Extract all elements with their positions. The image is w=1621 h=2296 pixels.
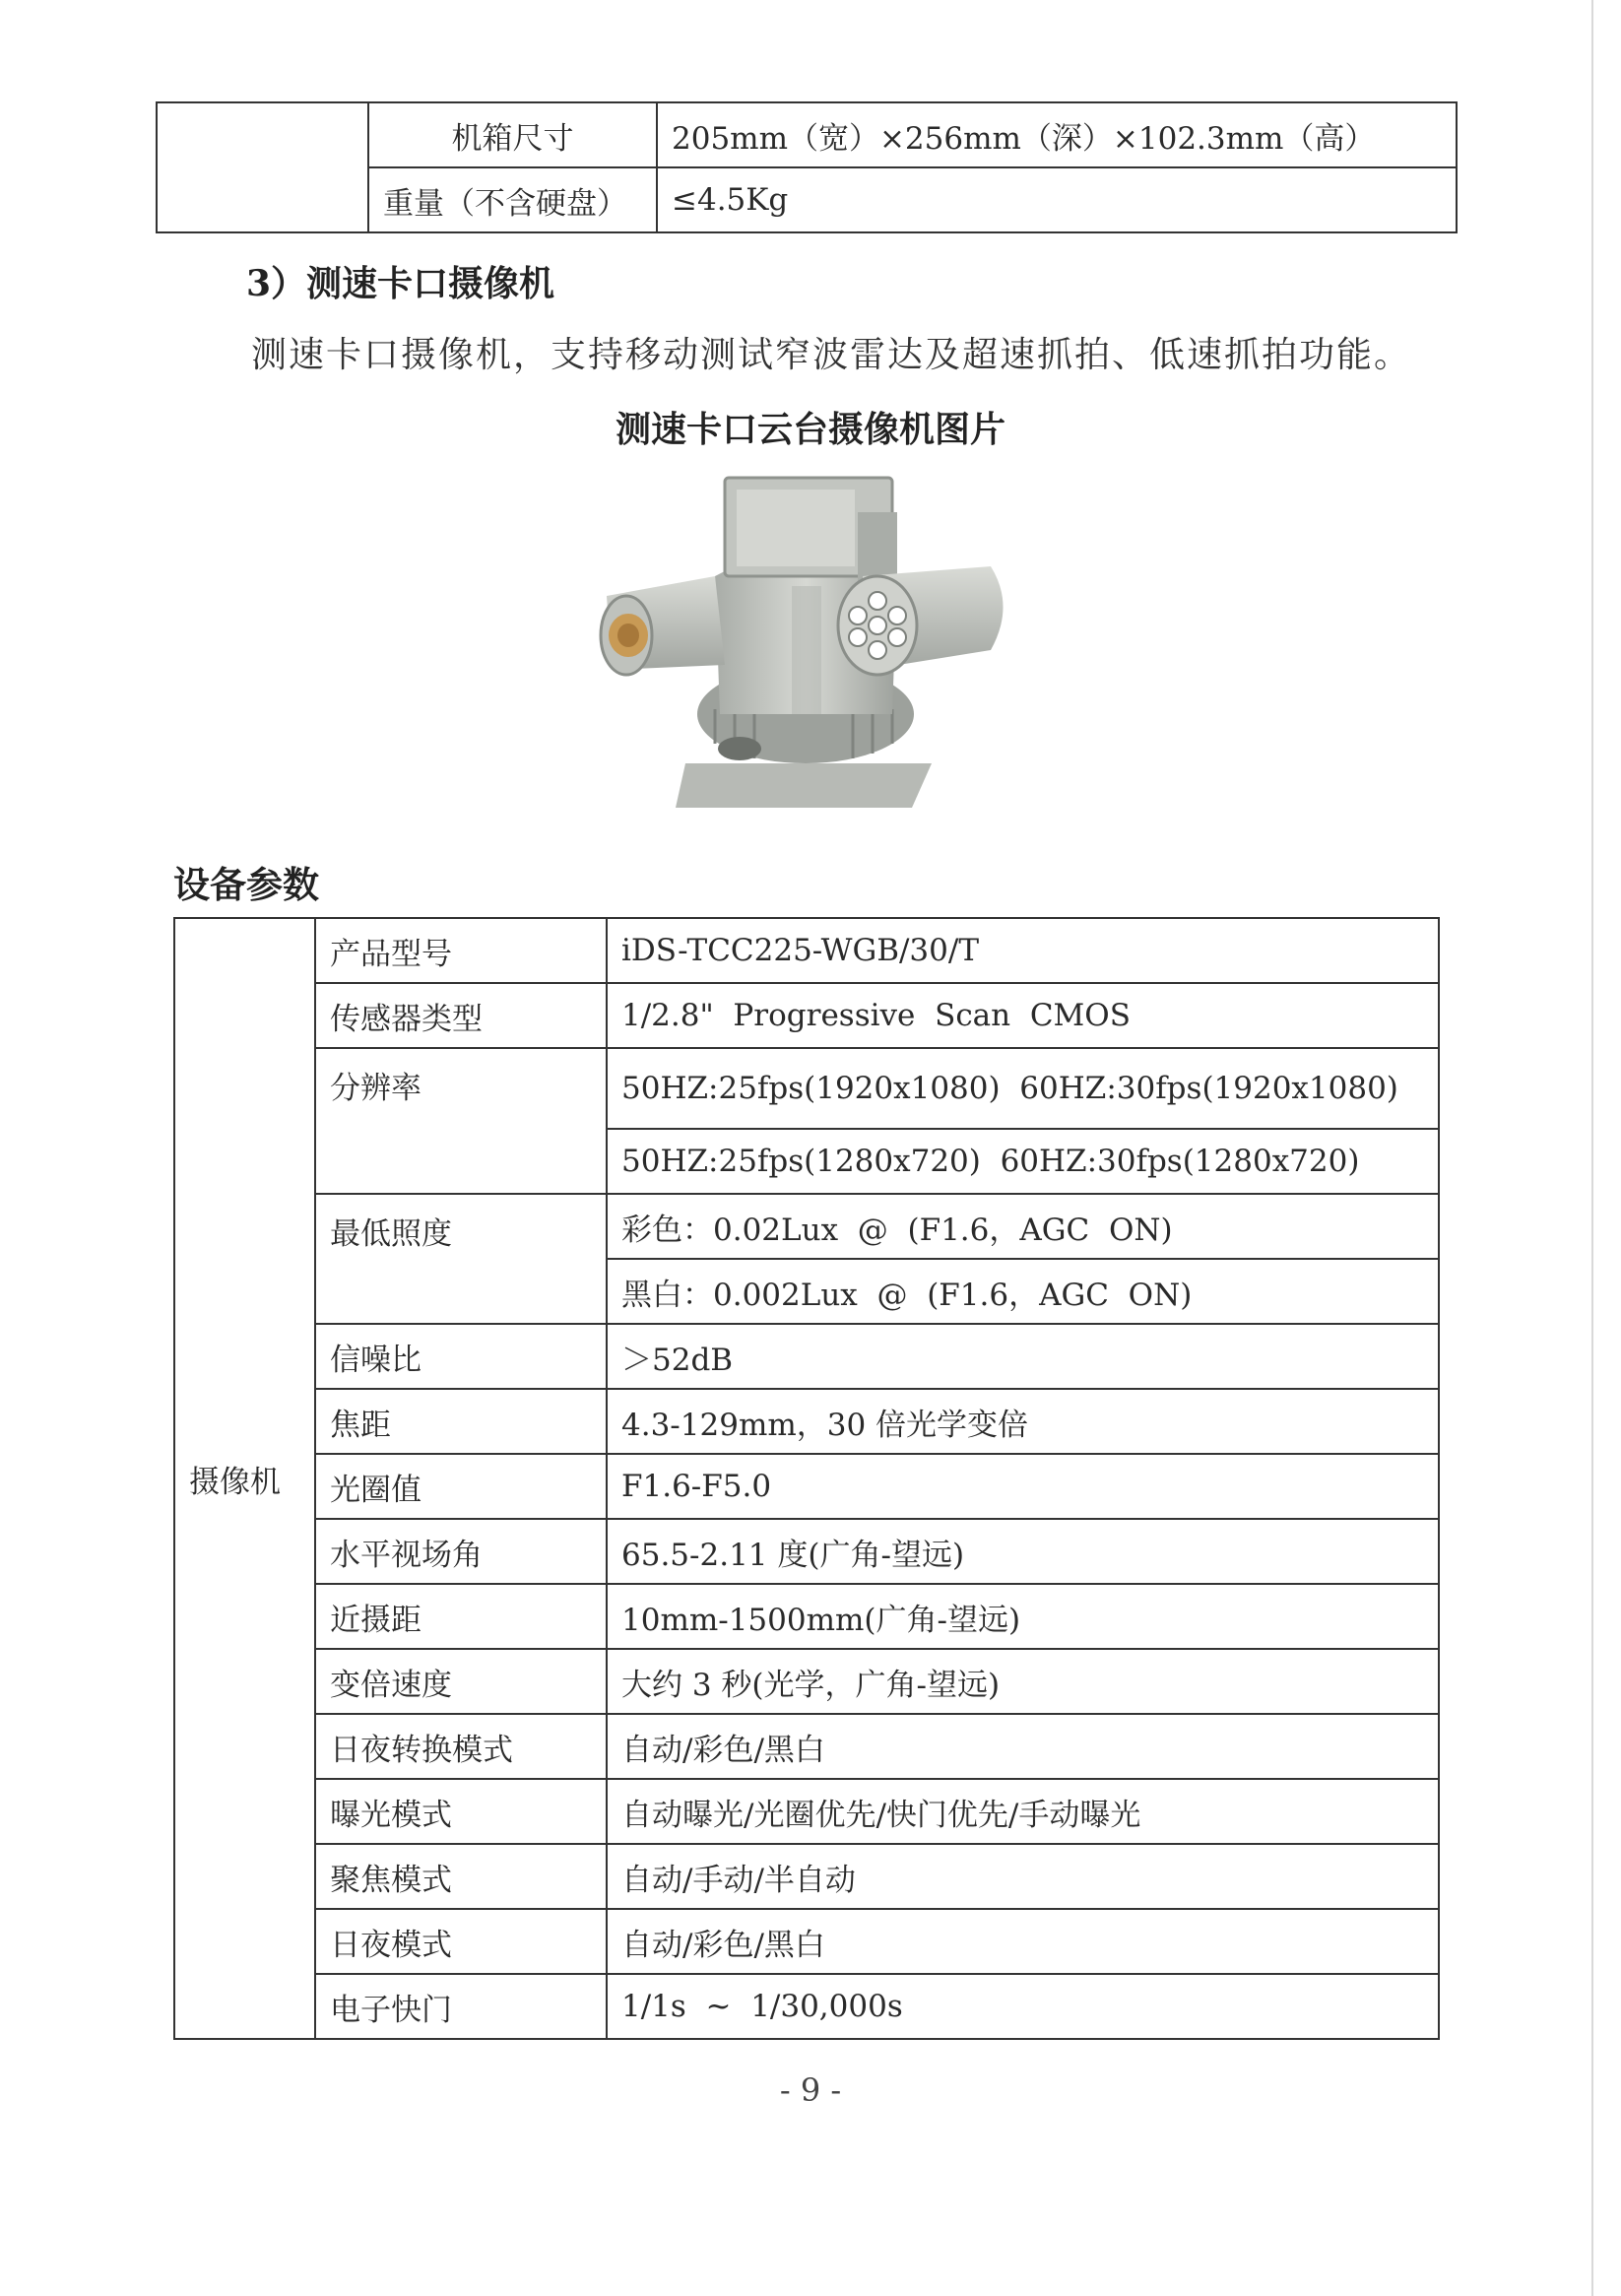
param-label: 近摄距 [315,1584,607,1649]
table-row [174,1649,1439,1714]
param-value: 1/2.8" Progressive Scan CMOS [607,983,1439,1048]
page-number: - 9 - [779,2071,842,2109]
param-label: 光圈值 [315,1454,607,1519]
spec-value: 205mm（宽）×256mm（深）×102.3mm（高） [657,102,1457,167]
spec-value: ≤4.5Kg [657,167,1457,232]
param-value: 彩色：0.02Lux @ (F1.6，AGC ON) [607,1194,1439,1259]
spec-label: 机箱尺寸 [368,102,657,167]
params-heading: 设备参数 [173,863,319,906]
table-row [174,1714,1439,1779]
connector-port [718,737,761,760]
table-row [157,102,1457,167]
camera-params-table [173,917,1440,2040]
param-label: 日夜模式 [315,1909,607,1974]
param-label: 产品型号 [315,918,607,983]
scan-edge-line [1591,0,1593,2296]
group-label: 摄像机 [174,918,315,2039]
param-value: 50HZ:25fps(1280x720) 60HZ:30fps(1280x720) [607,1129,1439,1194]
table-row [174,1389,1439,1454]
table-row [174,1048,1439,1129]
param-value: 10mm-1500mm(广角-望远) [607,1584,1439,1649]
param-label: 传感器类型 [315,983,607,1048]
table-row [174,1974,1439,2039]
section-title: 3）测速卡口摄像机 [246,263,555,304]
param-value: 自动/彩色/黑白 [607,1714,1439,1779]
param-value: 自动/彩色/黑白 [607,1909,1439,1974]
camera-photo [597,468,1020,813]
empty-group-cell [157,102,368,232]
intro-paragraph: 测速卡口摄像机，支持移动测试窄波雷达及超速抓拍、低速抓拍功能。 [251,335,1412,375]
param-label: 聚焦模式 [315,1844,607,1909]
base-plate [676,763,932,808]
spec-label: 重量（不含硬盘） [368,167,657,232]
param-value: 大约 3 秒(光学，广角-望远) [607,1649,1439,1714]
image-caption: 测速卡口云台摄像机图片 [615,409,1005,450]
param-value: 4.3-129mm，30 倍光学变倍 [607,1389,1439,1454]
table-row [174,1844,1439,1909]
top-spec-table [156,101,1458,233]
param-label: 电子快门 [315,1974,607,2039]
table-row [174,1519,1439,1584]
table-row [174,1194,1439,1259]
param-label: 分辨率 [315,1048,607,1194]
table-row [174,1909,1439,1974]
param-label: 最低照度 [315,1194,607,1324]
param-value: 黑白：0.002Lux @ (F1.6，AGC ON) [607,1259,1439,1324]
param-value: 1/1s ~ 1/30,000s [607,1974,1439,2039]
param-value: 自动/手动/半自动 [607,1844,1439,1909]
param-value: F1.6-F5.0 [607,1454,1439,1519]
param-value: ＞52dB [607,1324,1439,1389]
table-row [174,983,1439,1048]
table-row [174,1779,1439,1844]
param-value: iDS-TCC225-WGB/30/T [607,918,1439,983]
table-row [174,1584,1439,1649]
param-value: 自动曝光/光圈优先/快门优先/手动曝光 [607,1779,1439,1844]
param-label: 水平视场角 [315,1519,607,1584]
param-label: 变倍速度 [315,1649,607,1714]
table-row [174,918,1439,983]
table-row [174,1454,1439,1519]
param-label: 曝光模式 [315,1779,607,1844]
param-label: 日夜转换模式 [315,1714,607,1779]
param-value: 50HZ:25fps(1920x1080) 60HZ:30fps(1920x1080) [607,1048,1439,1129]
table-row [174,1324,1439,1389]
param-value: 65.5-2.11 度(广角-望远) [607,1519,1439,1584]
param-label: 焦距 [315,1389,607,1454]
param-label: 信噪比 [315,1324,607,1389]
